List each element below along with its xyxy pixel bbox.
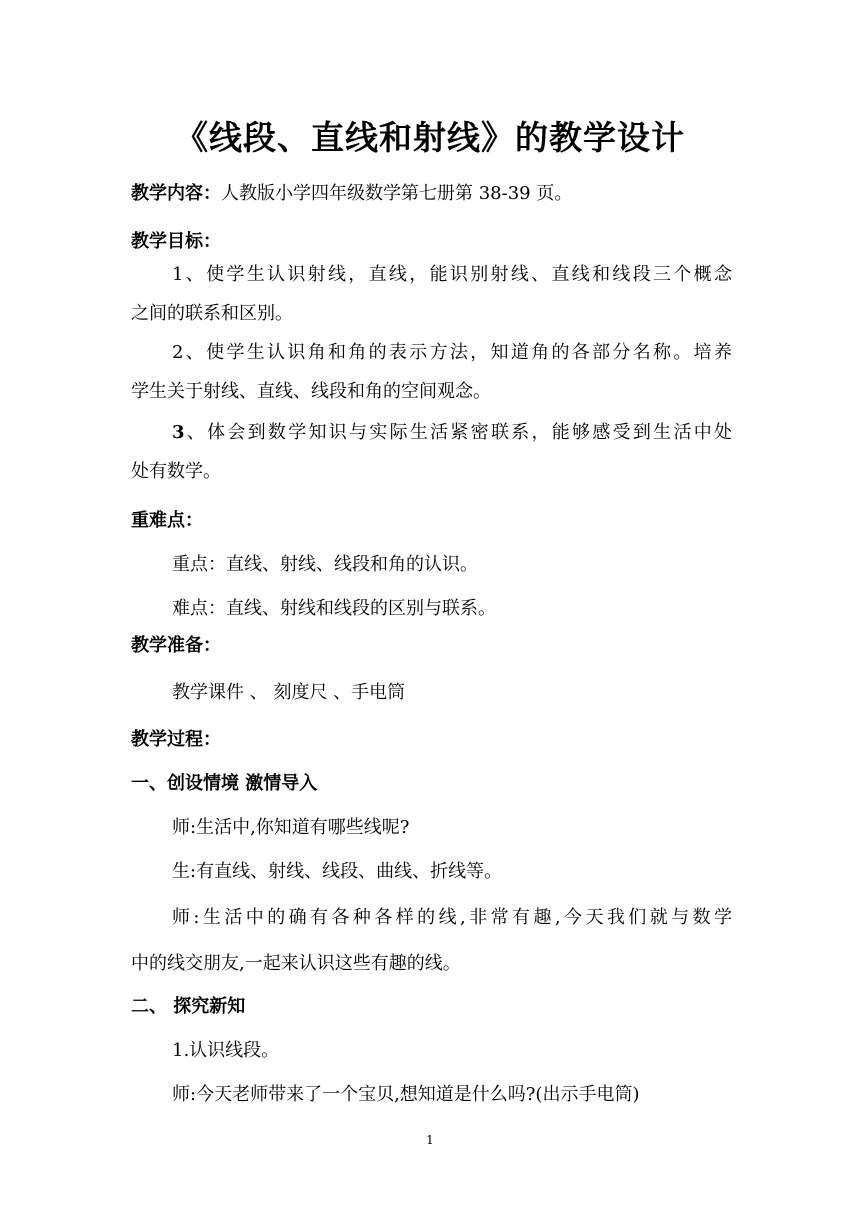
preparation-items: 教学课件 、 刻度尺 、手电筒: [172, 682, 406, 703]
section-1-para-line1: 师:生活中的确有各种各样的线,非常有趣,今天我们就与数学: [172, 907, 732, 928]
section-2-heading: 二、 探究新知: [131, 996, 246, 1017]
preparation-label: 教学准备：: [131, 635, 221, 656]
document-title: 《线段、直线和射线》的教学设计: [175, 118, 685, 157]
key-point: 重点：直线、射线、线段和角的认识。: [172, 554, 478, 575]
objective-1-line1: 1、使学生认识射线，直线，能识别射线、直线和线段三个概念: [172, 264, 732, 285]
section-2-line: 师:今天老师带来了一个宝贝,想知道是什么吗?(出示手电筒): [172, 1084, 640, 1105]
difficult-point: 难点：直线、射线和线段的区别与联系。: [172, 598, 496, 619]
objective-3-text: 、体会到数学知识与实际生活紧密联系，能够感受到生活中处: [184, 422, 732, 443]
objective-1-line2: 之间的联系和区别。: [131, 303, 293, 324]
objectives-label: 教学目标：: [131, 231, 221, 252]
teaching-content-label: 教学内容：: [131, 183, 221, 204]
key-points-label: 重难点：: [131, 510, 203, 531]
section-1-line-1: 师:生活中,你知道有哪些线呢?: [172, 817, 410, 838]
section-2-sub-1: 1.认识线段。: [172, 1040, 280, 1061]
objective-3-line1: [172, 420, 732, 446]
section-1-line-2: 生:有直线、射线、线段、曲线、折线等。: [172, 861, 503, 882]
page-number: 1: [426, 1133, 434, 1147]
objective-3-number: 3: [172, 422, 185, 443]
process-label: 教学过程：: [131, 729, 221, 750]
objective-2-line2: 学生关于射线、直线、线段和角的空间观念。: [131, 381, 491, 402]
section-1-heading: 一、创设情境 激情导入: [131, 773, 318, 794]
section-1-para-line2: 中的线交朋友,一起来认识这些有趣的线。: [131, 953, 461, 974]
objective-3-line2: 处有数学。: [131, 461, 221, 482]
teaching-content-text: 人教版小学四年级数学第七册第 38-39 页。: [221, 183, 573, 204]
teaching-content: [131, 181, 731, 207]
objective-2-line1: 2、使学生认识角和角的表示方法，知道角的各部分名称。培养: [172, 342, 732, 363]
